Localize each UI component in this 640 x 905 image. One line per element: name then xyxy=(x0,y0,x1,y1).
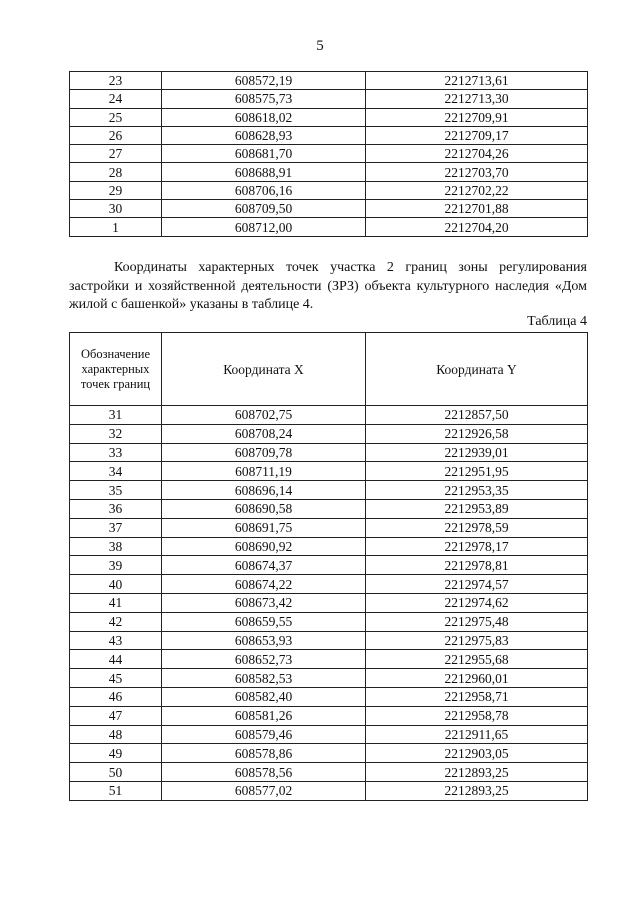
point-number-cell: 44 xyxy=(70,650,162,669)
coordinate-x-cell: 608652,73 xyxy=(162,650,366,669)
coordinate-y-cell: 2212975,48 xyxy=(366,612,588,631)
table-row xyxy=(70,72,588,90)
point-number-cell: 42 xyxy=(70,612,162,631)
point-number-cell: 45 xyxy=(70,669,162,688)
coordinate-x-cell: 608688,91 xyxy=(162,163,366,181)
header-coordinate-y: Координата Y xyxy=(366,333,588,406)
point-number-cell: 27 xyxy=(70,145,162,163)
coordinates-table-4-body xyxy=(70,406,588,801)
coordinate-x-cell: 608674,22 xyxy=(162,575,366,594)
table-row xyxy=(70,537,588,556)
table-row xyxy=(70,744,588,763)
header-coordinate-x: Координата X xyxy=(162,333,366,406)
coordinate-x-cell: 608578,86 xyxy=(162,744,366,763)
table-row xyxy=(70,145,588,163)
table-row xyxy=(70,406,588,425)
coordinate-y-cell: 2212975,83 xyxy=(366,631,588,650)
coordinate-x-cell: 608582,40 xyxy=(162,687,366,706)
table-row xyxy=(70,687,588,706)
point-number-cell: 26 xyxy=(70,126,162,144)
point-number-cell: 41 xyxy=(70,593,162,612)
coordinate-x-cell: 608691,75 xyxy=(162,518,366,537)
coordinate-y-cell: 2212978,17 xyxy=(366,537,588,556)
coordinate-y-cell: 2212978,81 xyxy=(366,556,588,575)
coordinate-x-cell: 608673,42 xyxy=(162,593,366,612)
table-row xyxy=(70,612,588,631)
point-number-cell: 1 xyxy=(70,218,162,236)
point-number-cell: 28 xyxy=(70,163,162,181)
coordinate-y-cell: 2212893,25 xyxy=(366,763,588,782)
coordinate-y-cell: 2212951,95 xyxy=(366,462,588,481)
table-row xyxy=(70,725,588,744)
table-row xyxy=(70,108,588,126)
coordinate-y-cell: 2212939,01 xyxy=(366,443,588,462)
table-row xyxy=(70,556,588,575)
coordinate-y-cell: 2212857,50 xyxy=(366,406,588,425)
coordinate-x-cell: 608628,93 xyxy=(162,126,366,144)
table-row xyxy=(70,163,588,181)
point-number-cell: 39 xyxy=(70,556,162,575)
coordinate-x-cell: 608674,37 xyxy=(162,556,366,575)
coordinate-y-cell: 2212709,17 xyxy=(366,126,588,144)
point-number-cell: 50 xyxy=(70,763,162,782)
coordinate-y-cell: 2212701,88 xyxy=(366,200,588,218)
coordinates-table-continued-body xyxy=(70,72,588,237)
point-number-cell: 47 xyxy=(70,706,162,725)
point-number-cell: 25 xyxy=(70,108,162,126)
coordinate-x-cell: 608709,50 xyxy=(162,200,366,218)
point-number-cell: 43 xyxy=(70,631,162,650)
table-row xyxy=(70,631,588,650)
table-row xyxy=(70,593,588,612)
coordinate-x-cell: 608578,56 xyxy=(162,763,366,782)
coordinate-y-cell: 2212958,78 xyxy=(366,706,588,725)
table-row xyxy=(70,575,588,594)
point-number-cell: 49 xyxy=(70,744,162,763)
coordinate-y-cell: 2212709,91 xyxy=(366,108,588,126)
table-row xyxy=(70,518,588,537)
table-row xyxy=(70,650,588,669)
coordinate-x-cell: 608709,78 xyxy=(162,443,366,462)
header-point-designation: Обозначение характерных точек границ xyxy=(70,333,162,406)
coordinate-y-cell: 2212958,71 xyxy=(366,687,588,706)
table-row xyxy=(70,763,588,782)
body-paragraph: Координаты характерных точек участка 2 границ зоны регулирования застройки и хозяйственной деятельности (ЗРЗ) объекта культурного наследия «Дом жилой с башенкой» указаны в таблице 4. xyxy=(69,260,587,313)
coordinate-x-cell: 608690,58 xyxy=(162,499,366,518)
coordinate-y-cell: 2212926,58 xyxy=(366,424,588,443)
table-row xyxy=(70,90,588,108)
table-row xyxy=(70,443,588,462)
coordinate-x-cell: 608712,00 xyxy=(162,218,366,236)
coordinate-x-cell: 608575,73 xyxy=(162,90,366,108)
point-number-cell: 38 xyxy=(70,537,162,556)
coordinate-y-cell: 2212704,26 xyxy=(366,145,588,163)
coordinate-y-cell: 2212704,20 xyxy=(366,218,588,236)
coordinate-x-cell: 608653,93 xyxy=(162,631,366,650)
point-number-cell: 29 xyxy=(70,181,162,199)
point-number-cell: 31 xyxy=(70,406,162,425)
coordinate-x-cell: 608708,24 xyxy=(162,424,366,443)
point-number-cell: 23 xyxy=(70,72,162,90)
coordinate-x-cell: 608659,55 xyxy=(162,612,366,631)
coordinate-x-cell: 608618,02 xyxy=(162,108,366,126)
table-caption: Таблица 4 xyxy=(527,314,587,329)
point-number-cell: 46 xyxy=(70,687,162,706)
table-row xyxy=(70,218,588,236)
table-row xyxy=(70,181,588,199)
coordinate-y-cell: 2212703,70 xyxy=(366,163,588,181)
table-header-row xyxy=(70,333,588,406)
page-number: 5 xyxy=(316,38,324,54)
point-number-cell: 33 xyxy=(70,443,162,462)
coordinate-y-cell: 2212974,62 xyxy=(366,593,588,612)
table-row xyxy=(70,462,588,481)
coordinate-x-cell: 608582,53 xyxy=(162,669,366,688)
coordinate-x-cell: 608702,75 xyxy=(162,406,366,425)
coordinate-y-cell: 2212893,25 xyxy=(366,781,588,800)
table-row xyxy=(70,200,588,218)
coordinate-x-cell: 608696,14 xyxy=(162,481,366,500)
point-number-cell: 40 xyxy=(70,575,162,594)
coordinate-y-cell: 2212953,35 xyxy=(366,481,588,500)
table-row xyxy=(70,424,588,443)
point-number-cell: 37 xyxy=(70,518,162,537)
point-number-cell: 35 xyxy=(70,481,162,500)
table-row xyxy=(70,499,588,518)
point-number-cell: 32 xyxy=(70,424,162,443)
coordinate-y-cell: 2212911,65 xyxy=(366,725,588,744)
coordinate-x-cell: 608577,02 xyxy=(162,781,366,800)
point-number-cell: 51 xyxy=(70,781,162,800)
point-number-cell: 24 xyxy=(70,90,162,108)
coordinate-y-cell: 2212953,89 xyxy=(366,499,588,518)
coordinate-x-cell: 608572,19 xyxy=(162,72,366,90)
point-number-cell: 36 xyxy=(70,499,162,518)
coordinates-table-4 xyxy=(69,332,588,801)
coordinate-y-cell: 2212702,22 xyxy=(366,181,588,199)
coordinate-x-cell: 608581,26 xyxy=(162,706,366,725)
table-row xyxy=(70,669,588,688)
coordinate-y-cell: 2212903,05 xyxy=(366,744,588,763)
coordinate-x-cell: 608681,70 xyxy=(162,145,366,163)
coordinate-y-cell: 2212713,30 xyxy=(366,90,588,108)
coordinate-x-cell: 608711,19 xyxy=(162,462,366,481)
coordinates-table-continued xyxy=(69,71,588,237)
coordinate-y-cell: 2212713,61 xyxy=(366,72,588,90)
coordinate-x-cell: 608690,92 xyxy=(162,537,366,556)
table-row xyxy=(70,781,588,800)
point-number-cell: 48 xyxy=(70,725,162,744)
coordinate-x-cell: 608706,16 xyxy=(162,181,366,199)
point-number-cell: 30 xyxy=(70,200,162,218)
point-number-cell: 34 xyxy=(70,462,162,481)
coordinate-y-cell: 2212974,57 xyxy=(366,575,588,594)
table-row xyxy=(70,706,588,725)
coordinate-y-cell: 2212960,01 xyxy=(366,669,588,688)
coordinate-x-cell: 608579,46 xyxy=(162,725,366,744)
coordinate-y-cell: 2212955,68 xyxy=(366,650,588,669)
table-row xyxy=(70,481,588,500)
coordinate-y-cell: 2212978,59 xyxy=(366,518,588,537)
table-row xyxy=(70,126,588,144)
